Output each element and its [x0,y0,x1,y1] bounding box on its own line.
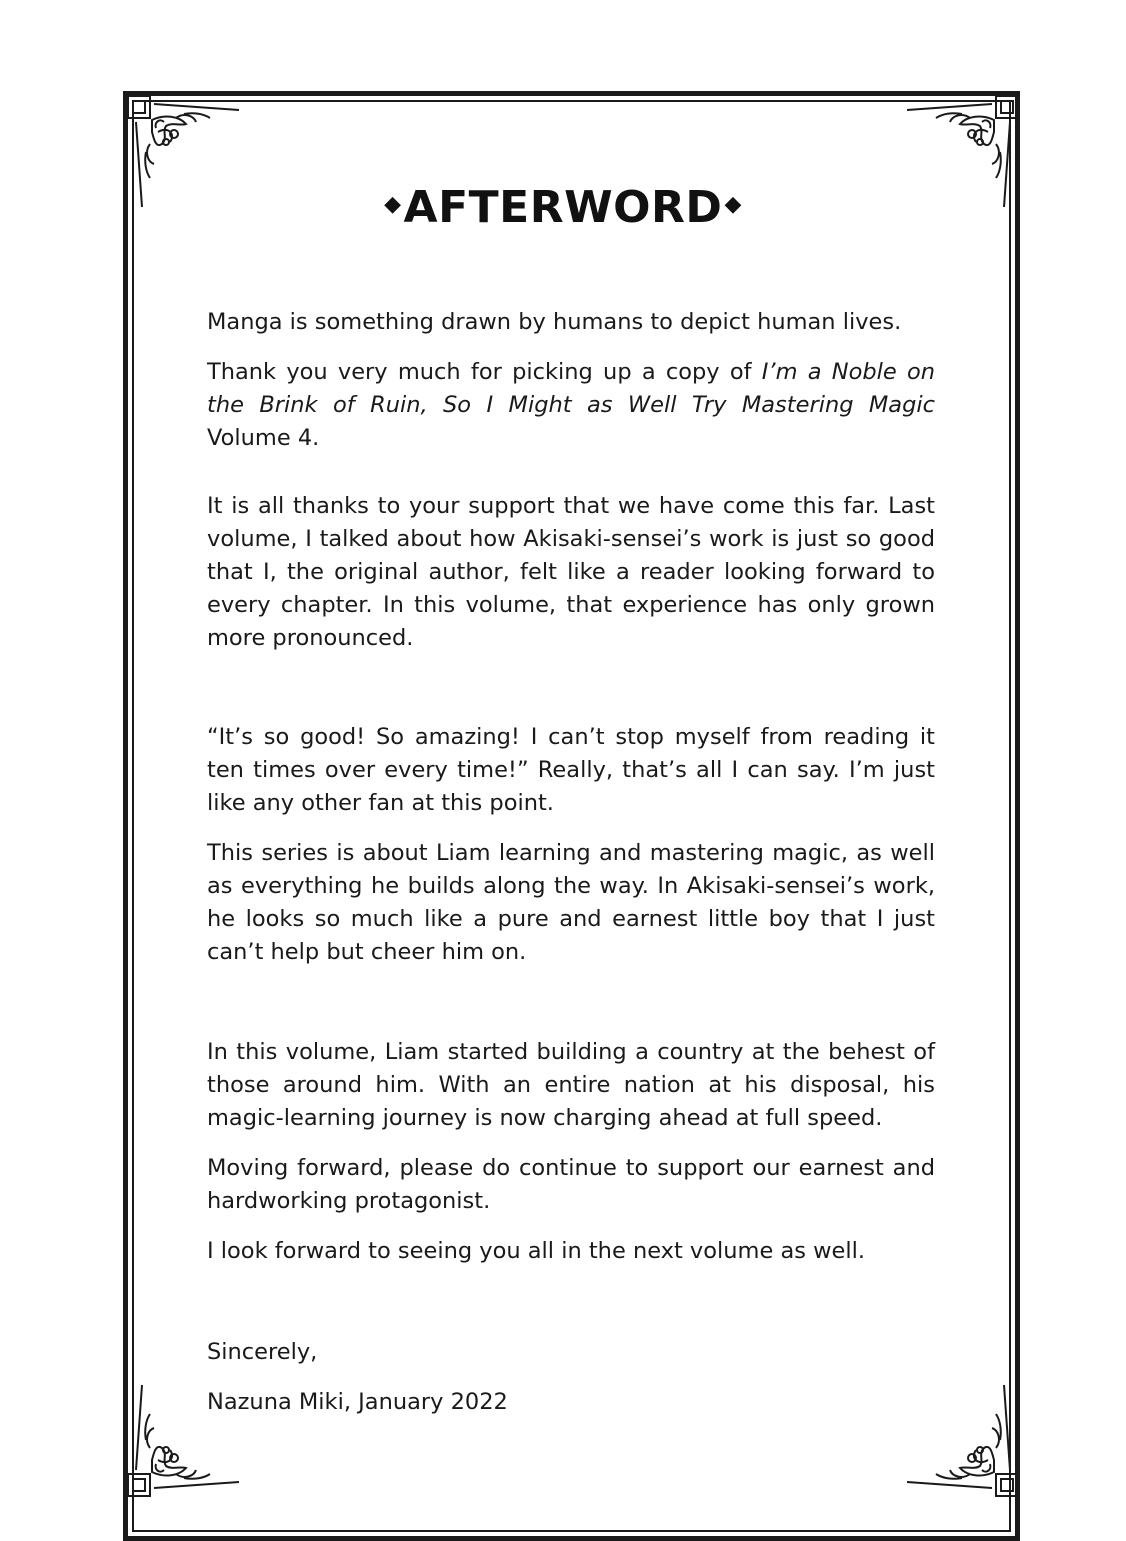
diamond-icon: ◆ [724,191,742,217]
paragraph-3: It is all thanks to your support that we have come this far. Last volume, I talked about how Akisaki-sensei’s work is just so good that I, the original author, felt like a reader looking forward to every chapter. In this volume, that experience has only grown more pronounced. [207,493,935,651]
page-title-text: AFTERWORD [403,182,723,233]
paragraph-6: In this volume, Liam started building a country at the behest of those around him. With an entire nation at his disposal, his magic-learning journey is now charging ahead at full speed. [207,1039,935,1131]
page-title [0,182,1126,233]
signoff: Sincerely, [207,1339,318,1365]
signature: Nazuna Miki, January 2022 [207,1389,508,1415]
paragraph-2-text: Thank you very much for picking up a copy of [207,359,762,385]
paragraph-7: Moving forward, please do continue to support our earnest and hardworking protagonist. [207,1155,935,1214]
paragraph-2-end: Volume 4. [207,425,320,451]
diamond-icon: ◆ [384,191,402,217]
paragraph-1: Manga is something drawn by humans to depict human lives. [207,309,902,335]
paragraph-8: I look forward to seeing you all in the next volume as well. [207,1238,866,1264]
paragraph-2 [207,356,935,455]
paragraph-5: This series is about Liam learning and mastering magic, as well as everything he builds along the way. In Akisaki-sensei’s work, he looks so much like a pure and earnest little boy that I just can’t help but cheer him on. [207,840,935,965]
book-title: I’m a Noble on the Brink of Ruin, So I Might as Well Try Mastering Magic [207,359,935,418]
paragraph-4: “It’s so good! So amazing! I can’t stop myself from reading it ten times over every time!” Really, that’s all I can say. I’m just like any other fan at this point. [207,724,935,816]
